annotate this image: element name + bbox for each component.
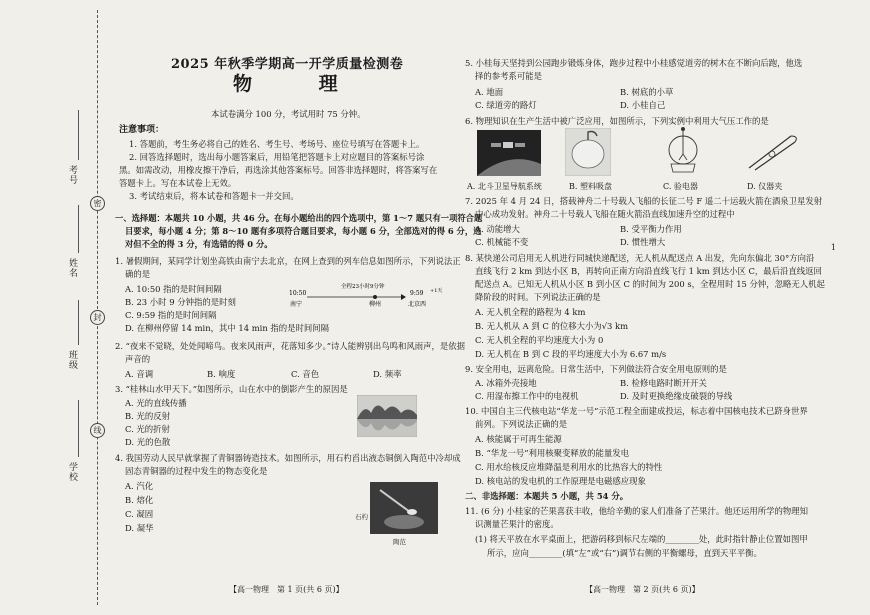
q2-stem: 声音的 <box>125 354 151 364</box>
q8-option-d: D. 无人机在 B 到 C 段的平均速度大小为 6.67 m/s <box>475 349 667 359</box>
q2-option-d: D. 频率 <box>373 369 402 379</box>
page-2-footer: 【高一物理 第 2 页(共 6 页)】 <box>585 585 700 594</box>
q2-stem: 2. “夜来不觉晓，处处闻啼鸟。夜来风雨声，花落知多少。”诗人能辨别出鸟鸣和风雨声，是依据 <box>115 341 466 351</box>
q8-stem: 直线飞行 2 km 到达小区 B，再转向正南方向沿直线飞行 1 km 到达小区 C，最后沿直线返回 <box>475 266 822 276</box>
page-1-footer: 【高一物理 第 1 页(共 6 页)】 <box>229 585 344 594</box>
q1-option-d: D. 在柳州停留 14 min，其中 14 min 指的是时间间隔 <box>125 323 330 333</box>
bronze-casting-photo <box>370 482 438 534</box>
q1-stem: 1. 暑假期间，某同学计划坐高铁由南宁去北京，在网上查到的列车信息如图所示，下列说法正 <box>115 256 461 266</box>
score-info: 本试卷满分 100 分，考试用时 75 分钟。 <box>211 109 366 119</box>
q7-stem: 7. 2025 年 4 月 24 日，搭载神舟二十号载人飞船的长征二号 F 遥二十运载火箭在酒泉卫星发射 <box>465 196 823 206</box>
satellite-photo <box>477 130 541 176</box>
q3-option-a: A. 光的直线传播 <box>125 398 187 408</box>
subject-title: 物 理 <box>233 73 368 95</box>
stop-city: 柳州 <box>369 301 382 308</box>
q11-sub1: (1) 将天平放在水平桌面上，把游码移到标尺左端的________处，此时指针静止位置如图甲 <box>475 534 808 544</box>
q7-option-d: D. 惯性增大 <box>620 237 666 247</box>
binding-margin <box>0 0 115 615</box>
q10-option-c: C. 用水给核反应堆降温是利用水的比热容大的特性 <box>475 462 663 472</box>
q7-option-c: C. 机械能不变 <box>475 237 529 247</box>
q4-stem: 4. 我国劳动人民早就掌握了青铜器铸造技术。如图所示，用石杓舀出液态铜倒入陶范中冷却成 <box>115 453 461 463</box>
q7-option-a: A. 动能增大 <box>475 224 520 234</box>
q1-stem: 确的是 <box>125 269 151 279</box>
q2-option-c: C. 音色 <box>291 369 320 379</box>
q9-option-c: C. 用湿布擦工作中的电视机 <box>475 391 579 401</box>
instrument-clamp-figure <box>745 130 801 174</box>
q9-option-b: B. 检修电路时断开开关 <box>620 378 707 388</box>
q2-option-a: A. 音调 <box>125 369 154 379</box>
q5-option-b: B. 树底的小草 <box>620 87 674 97</box>
q3-option-b: B. 光的反射 <box>125 411 170 421</box>
note-line: 3. 考试结束后，将本试卷和答题卡一并交回。 <box>129 191 299 201</box>
q5-stem: 5. 小桂每天坚持到公园跑步锻炼身体，跑步过程中小桂感觉道旁的树木在不断向后跑，他选 <box>465 58 803 68</box>
field-line <box>78 300 79 345</box>
field-line <box>78 400 79 457</box>
q8-option-a: A. 无人机全程的路程为 4 km <box>475 307 586 317</box>
note-line: 1. 答题前，考生务必将自己的姓名、考生号、考场号、座位号填写在答题卡上。 <box>129 139 425 149</box>
field-exam-number: 考号 <box>67 165 77 185</box>
q6-option-c: C. 验电器 <box>663 182 698 191</box>
q6-option-d: D. 仪器夹 <box>747 182 783 191</box>
q10-option-a: A. 核能属于可再生能源 <box>475 434 562 444</box>
q10-option-d: D. 核电站的发电机的工作原理是电磁感应现象 <box>475 476 646 486</box>
depart-city: 南宁 <box>290 301 303 308</box>
q10-stem: 前列。下列说法正确的是 <box>475 419 568 429</box>
q8-option-c: C. 无人机全程的平均速度大小为 0 <box>475 335 604 345</box>
q7-option-b: B. 受平衡力作用 <box>620 224 682 234</box>
q8-stem: 8. 某快递公司启用无人机进行同城快递配送，无人机从配送点 A 出发，先向东偏北 30°方向沿 <box>465 253 815 263</box>
field-line <box>78 205 79 253</box>
margin-marker: 1 <box>830 243 836 252</box>
q9-option-d: D. 及时更换绝缘皮破裂的导线 <box>620 391 733 401</box>
note-line: 黑。如需改动，用橡皮擦干净后，再选涂其他答案标号。回答非选择题时，将答案写在 <box>119 165 438 175</box>
section-2-heading: 二、非选择题：本题共 5 小题，共 54 分。 <box>465 491 629 501</box>
q5-option-c: C. 绿道旁的路灯 <box>475 100 537 110</box>
q8-option-b: B. 无人机从 A 到 C 的位移大小为√3 km <box>475 321 629 331</box>
seal-line <box>97 10 98 605</box>
exam-title: 2025 年秋季学期高一开学质量检测卷 <box>171 57 404 72</box>
q10-option-b: B. “华龙一号”利用核聚变释放的能量发电 <box>475 448 630 458</box>
stop-dot <box>373 295 377 299</box>
q6-stem: 6. 物理知识在生产生活中被广泛应用，如图所示，下列实例中利用大气压工作的是 <box>465 116 769 126</box>
field-line <box>78 110 79 160</box>
field-class: 班级 <box>67 350 77 370</box>
q6-option-b: B. 塑料吸盘 <box>569 182 612 191</box>
seal-mark-feng: 封 <box>90 310 105 325</box>
q4-option-c: C. 凝固 <box>125 509 154 519</box>
q4-option-a: A. 汽化 <box>125 481 154 491</box>
ladle-label: 石杓 <box>355 513 368 521</box>
arrow-icon <box>401 294 406 300</box>
suction-cup-photo <box>565 128 611 176</box>
q3-option-d: D. 光的色散 <box>125 437 171 447</box>
q1-option-a: A. 10:50 指的是时间间隔 <box>125 284 222 294</box>
q11-stem: 识测量芒果汁的密度。 <box>475 519 559 529</box>
q4-option-b: B. 熔化 <box>125 495 154 505</box>
q5-stem: 择的参考系可能是 <box>475 71 542 81</box>
q1-option-b: B. 23 小时 9 分钟指的是时刻 <box>125 297 236 307</box>
q4-option-d: D. 凝华 <box>125 523 154 533</box>
seal-mark-xian: 线 <box>90 423 105 438</box>
section-1-line: 目要求，每小题 4 分；第 8～10 题有多项符合题目要求，每小题 6 分，全部选对的得 6 分，选 <box>125 226 482 236</box>
electroscope-figure <box>663 126 703 176</box>
q9-option-a: A. 冰箱外壳接地 <box>475 378 537 388</box>
next-day-mark: +1天 <box>430 288 443 294</box>
note-line: 答题卡上。写在本试卷上无效。 <box>119 178 237 188</box>
total-duration: 全程23小时9分钟 <box>341 284 385 290</box>
mold-label: 陶范 <box>393 538 406 546</box>
section-1-line: 一、选择题：本题共 10 小题，共 46 分。在每小题给出的四个选项中，第 1～7 题只有一项符合题 <box>115 213 483 223</box>
arrive-time: 9:59 <box>410 290 424 297</box>
q5-option-a: A. 地面 <box>475 87 504 97</box>
q1-option-c: C. 9:59 指的是时间间隔 <box>125 310 217 320</box>
q2-option-b: B. 响度 <box>207 369 236 379</box>
q3-option-c: C. 光的折射 <box>125 424 170 434</box>
seal-mark-mi: 密 <box>90 196 105 211</box>
depart-time: 10:50 <box>289 290 307 297</box>
q6-option-a: A. 北斗卫星导航系统 <box>467 182 542 191</box>
notes-heading: 注意事项： <box>119 125 165 135</box>
q10-stem: 10. 中国自主三代核电站“华龙一号”示范工程全面建成投运，标志着中国核电技术已跻身世界 <box>465 406 808 416</box>
q7-stem: 中心成功发射。神舟二十号载人飞船在随火箭沿直线加速升空的过程中 <box>475 209 735 219</box>
q5-option-d: D. 小桂自己 <box>620 100 666 110</box>
q11-sub1: 所示，应向________(填“左”或“右”)调节右侧的平衡螺母，直到天平平衡。 <box>487 548 762 558</box>
arrive-city: 北京西 <box>408 301 427 308</box>
field-school: 学校 <box>67 462 77 482</box>
guilin-landscape-photo <box>357 395 417 437</box>
section-1-line: 对但不全的得 3 分，有选错的得 0 分。 <box>125 239 273 249</box>
q3-stem: 3. “桂林山水甲天下。”如图所示，山在水中的倒影产生的原因是 <box>115 384 348 394</box>
q11-stem: 11. (6 分) 小桂家的芒果喜获丰收，他给辛勤的家人们准备了芒果汁。他还运用所学的物理知 <box>465 506 809 516</box>
field-name: 姓名 <box>67 258 77 278</box>
q8-stem: 降阶段的时间。下列说法正确的是 <box>475 292 601 302</box>
note-line: 2. 回答选择题时，选出每小题答案后，用铅笔把答题卡上对应题目的答案标号涂 <box>129 152 425 162</box>
q8-stem: 配送点 A。已知无人机从小区 B 到小区 C 的时间为 200 s，全程用时 15 分钟，忽略无人机起 <box>475 279 825 289</box>
q9-stem: 9. 安全用电，远离危险。日常生活中，下列做法符合安全用电原则的是 <box>465 364 727 374</box>
q4-stem: 固态青铜器的过程中发生的物态变化是 <box>125 466 268 476</box>
train-schedule-figure <box>265 282 455 312</box>
